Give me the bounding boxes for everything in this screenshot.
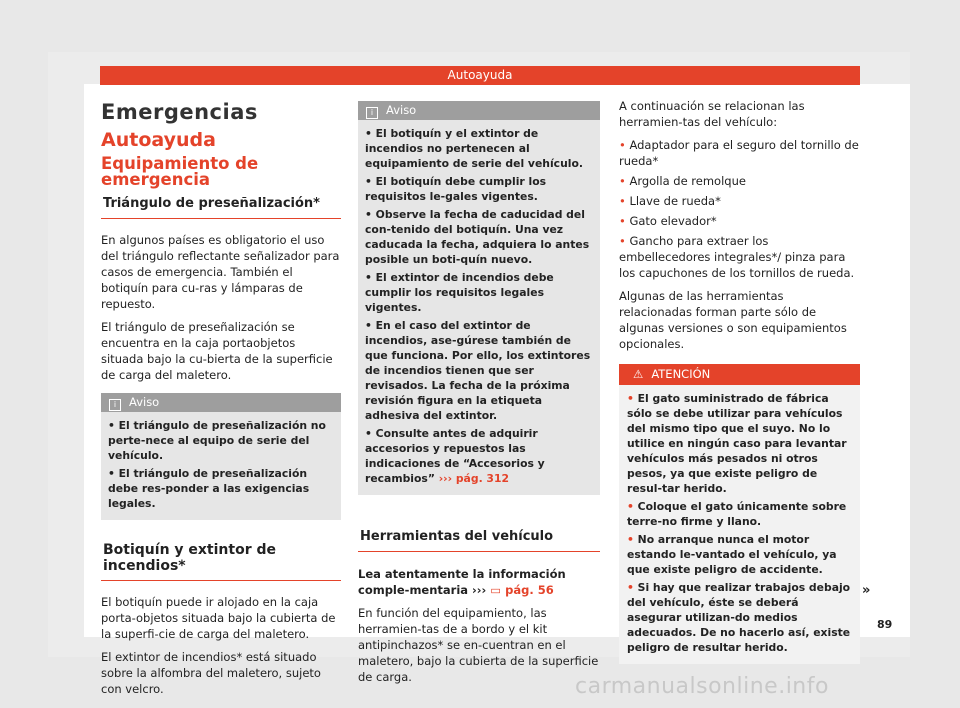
triangle-paragraph-1: En algunos países es obligatorio el uso del triángulo reflectante señalizador para casos de emergencia. También el botiquín para cu-ras y lámparas de repuesto.: [101, 233, 340, 311]
notice-item: • El triángulo de preseñalización debe res-ponder a las exigencias legales.: [108, 467, 310, 510]
section-title: Autoayuda: [101, 129, 216, 151]
notice-box: [101, 393, 341, 520]
warning-item: • Si hay que realizar trabajos debajo del vehículo, éste se deberá asegurar utilizan-do medios adecuados. De no hacerlo así, existe peligro de resultar herido.: [627, 581, 851, 654]
triangle-heading: Triángulo de preseñalización*: [101, 196, 341, 219]
tools-list: [619, 137, 860, 281]
kit-paragraph-2: El extintor de incendios* está situado sobre la alfombra del maletero, sujeto con velcro.: [101, 650, 321, 696]
subsection-title: Equipamiento de emergencia: [101, 154, 259, 189]
warning-item: • Coloque el gato únicamente sobre terre-no firme y llano.: [627, 500, 847, 528]
page-number: 89: [877, 618, 893, 631]
list-item: • Argolla de remolque: [619, 174, 746, 188]
notice-title: Aviso: [386, 103, 417, 117]
kit-heading: Botiquín y extintor de incendios*: [101, 542, 341, 581]
list-item: • Gato elevador*: [619, 214, 717, 228]
notice-item: • El extintor de incendios debe cumplir los requisitos legales vigentes.: [365, 271, 554, 314]
book-icon: ▭: [490, 583, 506, 597]
watermark: carmanualsonline.info: [575, 674, 829, 699]
triangle-paragraph-2: El triángulo de preseñalización se encuentra en la caja portaobjetos situada bajo la cu-bierta de la superficie de carga del maletero.: [101, 320, 333, 382]
tools-paragraph: En función del equipamiento, las herramien-tas de a bordo y el kit antipinchazos* se en-cuentran en el maletero, bajo la cubierta de la superficie de carga.: [358, 606, 599, 684]
list-item: • Gancho para extraer los embellecedores integrales*/ pinza para los capuchones de los tornillos de rueda.: [619, 234, 855, 280]
list-item: • Adaptador para el seguro del tornillo de rueda*: [619, 138, 859, 168]
tools-heading: Herramientas del vehículo: [358, 529, 600, 552]
page-link[interactable]: ››› pág. 312: [438, 472, 509, 485]
warning-item: • El gato suministrado de fábrica sólo se debe utilizar para vehículos del mismo tipo que el suyo. No lo utilice en ningún caso para levantar vehículos más pesados ni otros pesos, ya que existe peligro de resul-tar herido.: [627, 392, 847, 495]
notice-item: • El botiquín debe cumplir los requisitos le-gales vigentes.: [365, 175, 547, 203]
warning-item: • No arranque nunca el motor estando le-vantado el vehículo, ya que existe peligro de accidente.: [627, 533, 837, 576]
column-left: [101, 98, 341, 704]
notice-title: Aviso: [129, 395, 160, 409]
info-icon: i: [366, 107, 378, 119]
warning-title: ATENCIÓN: [651, 367, 711, 381]
continue-mark: »: [862, 583, 871, 598]
section-header-bar: Autoayuda: [100, 66, 860, 85]
notice-box: [358, 101, 600, 495]
list-item: • Llave de rueda*: [619, 194, 721, 208]
notice-item: • El botiquín y el extintor de incendios no pertenecen al equipamiento de serie del vehículo.: [365, 127, 583, 170]
chapter-title: Emergencias: [101, 100, 258, 124]
notice-item: • Consulte antes de adquirir accesorios y repuestos las indicaciones de “Accesorios y recambios” ››› pág. 312: [365, 427, 545, 485]
notice-item: • El triángulo de preseñalización no perte-nece al equipo de serie del vehículo.: [108, 419, 326, 462]
warning-box: [619, 364, 860, 664]
notice-item: • En el caso del extintor de incendios, ase-gúrese también de que funciona. Por ello, los extintores de incendios tienen que ser revisados. La fecha de la próxima revisión figura en la etiqueta adhesiva del extintor.: [365, 319, 591, 422]
tools-note: Algunas de las herramientas relacionadas forman parte sólo de algunas versiones o son equipamientos opcionales.: [619, 289, 847, 351]
column-right: [619, 98, 860, 664]
notice-item: • Observe la fecha de caducidad del con-tenido del botiquín. Una vez caducada la fecha, adquiera lo antes posible un boti-quín nuevo.: [365, 208, 590, 266]
warning-icon: ⚠: [633, 367, 644, 381]
column-middle: [358, 101, 600, 692]
tools-intro: A continuación se relacionan las herramien-tas del vehículo:: [619, 99, 805, 129]
info-icon: i: [109, 399, 121, 411]
read-more-text: Lea atentamente la información comple-mentaria ››› ▭ pág. 56: [358, 567, 566, 597]
page-link[interactable]: pág. 56: [505, 583, 554, 597]
kit-paragraph-1: El botiquín puede ir alojado en la caja porta-objetos situada bajo la cubierta de la superfi-cie de carga del maletero.: [101, 595, 336, 641]
